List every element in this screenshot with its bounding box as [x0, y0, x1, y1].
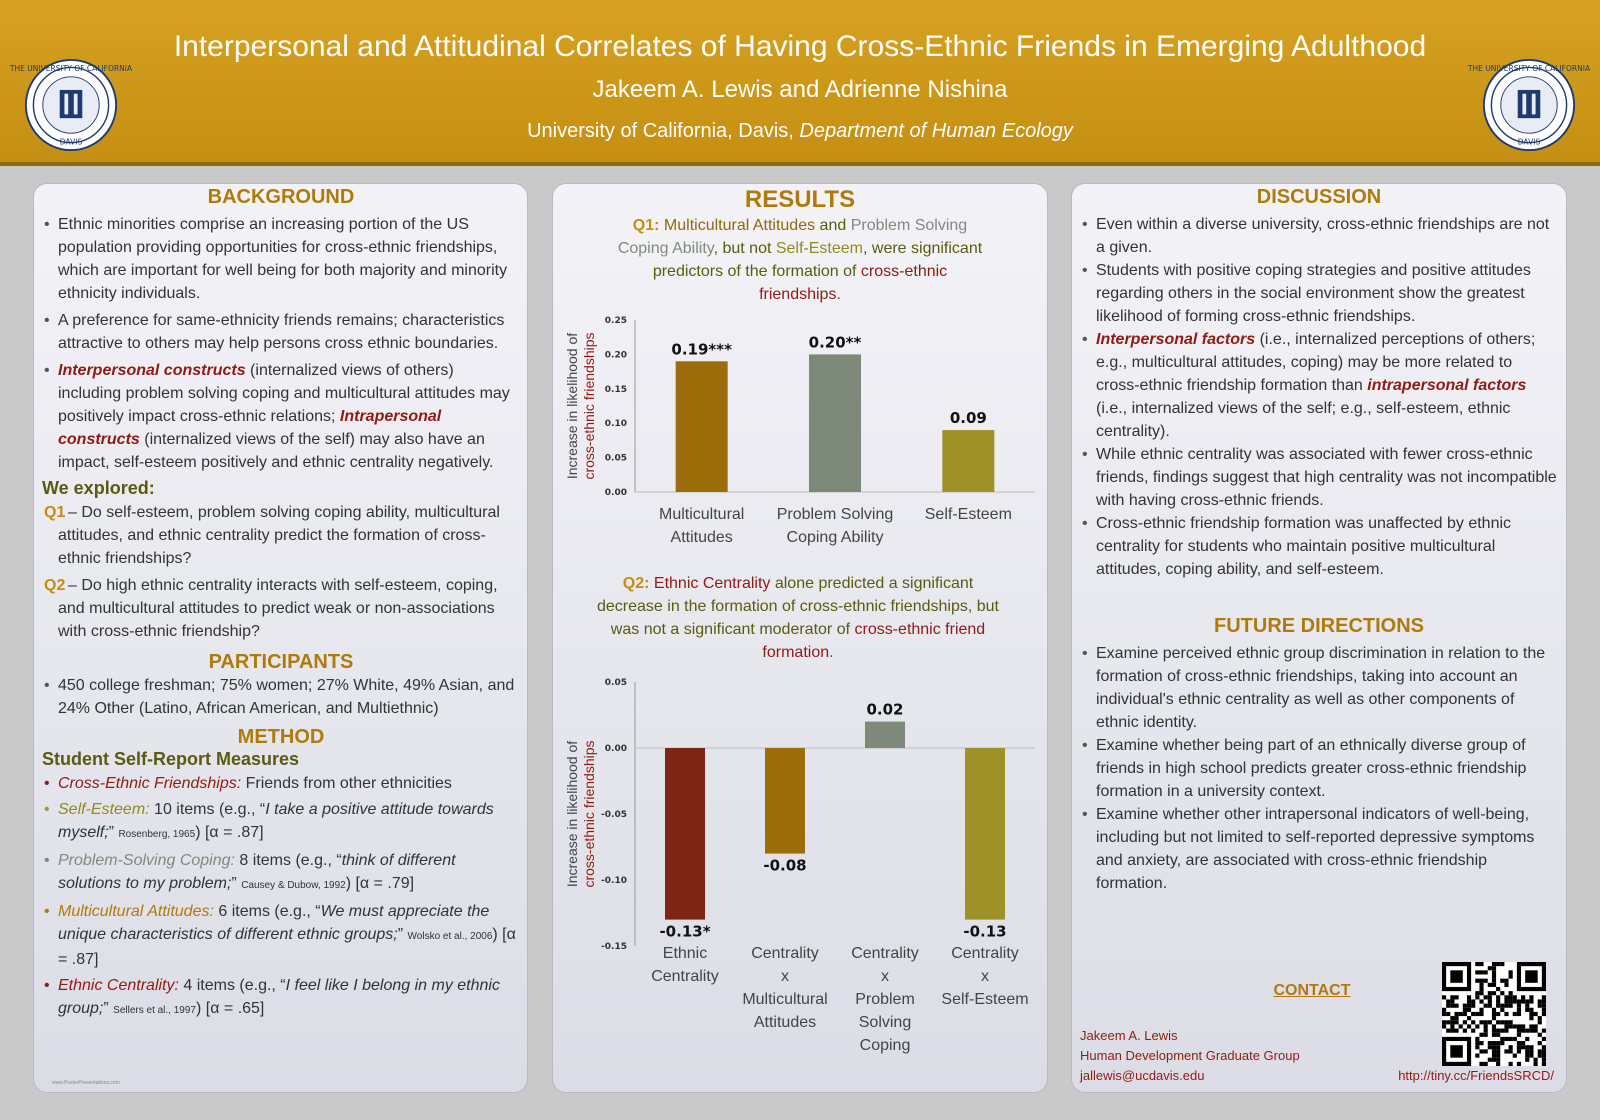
- data-label: -0.13: [963, 922, 1007, 941]
- measure-alpha: ) [α = .65]: [195, 1000, 265, 1017]
- measure-citation: Wolsko et al., 2006: [407, 931, 493, 942]
- measure-text: 10 items (e.g., “: [149, 801, 266, 818]
- q1-text: – Do self-esteem, problem solving coping ability, multicultural attitudes, and ethnic centrality predict the formation of cross-ethnic friendships?: [58, 504, 500, 567]
- results-title: RESULTS: [744, 186, 856, 213]
- poster-title: Interpersonal and Attitudinal Correlates of Having Cross-Ethnic Friends in Emerging Adulthood: [173, 30, 1427, 63]
- discussion-text: (i.e., internalized views of the self; e.g., self-esteem, ethnic centrality).: [1096, 400, 1511, 440]
- category-label: Problem Solving: [776, 506, 894, 523]
- results-q2-part: Ethnic Centrality: [649, 575, 771, 592]
- category-label: Multicultural: [742, 991, 828, 1008]
- data-label: 0.20**: [808, 333, 862, 352]
- q2-label: Q2: [44, 577, 66, 594]
- measure-item: • Problem-Solving Coping: 8 items (e.g., “think of different solutions to my problem;” Causey & Dubow, 1992) [α = .79]: [42, 849, 520, 897]
- category-label: Centrality: [851, 945, 919, 962]
- interpersonal-factors-term: Interpersonal factors: [1096, 331, 1256, 348]
- discussion-text: (i.e., internalized perceptions of others; e.g., multicultural attitudes, coping) may be more related to cross-ethnic friendship formation than: [1096, 331, 1536, 394]
- participants-bullet: • 450 college freshman; 75% women; 27% White, 49% Asian, and 24% Other (Latino, African American, and Multiethnic): [42, 674, 520, 720]
- participants-title: PARTICIPANTS: [208, 651, 354, 673]
- category-label: x: [781, 968, 789, 985]
- category-label: Centrality: [651, 968, 719, 985]
- background-list: [42, 213, 520, 474]
- results-panel: [552, 183, 1048, 1093]
- seal-text-bottom: DAVIS: [59, 137, 83, 147]
- background-title: BACKGROUND: [207, 186, 355, 208]
- intrapersonal-text: (internalized views of the self) may also have an impact, self-esteem positively and ethnic centrality negatively.: [58, 431, 494, 471]
- results-q2-label: Q2:: [622, 575, 650, 592]
- intrapersonal-factors-term: intrapersonal factors: [1367, 377, 1527, 394]
- results-q1-part: and: [815, 217, 851, 234]
- measures-list: [42, 772, 520, 1022]
- poster-affiliation: [140, 120, 1460, 143]
- department-name: Department of Human Ecology: [799, 120, 1073, 142]
- background-bullet: [42, 359, 520, 474]
- bar: [676, 361, 728, 492]
- measure-quote: I take a positive attitude towards myself;: [58, 801, 494, 841]
- y-tick-label: -0.10: [601, 876, 627, 886]
- seal-text-top: THE UNIVERSITY OF CALIFORNIA: [9, 64, 133, 74]
- results-q1-label: Q1:: [632, 217, 660, 234]
- measure-text: Friends from other ethnicities: [241, 775, 452, 792]
- y-tick-label: -0.15: [601, 942, 627, 952]
- discussion-bullet: • Cross-ethnic friendship formation was unaffected by ethnic centrality for students who maintain positive multicultural attitudes, coping ability, and self-esteem.: [1080, 512, 1558, 581]
- q2-text: – Do high ethnic centrality interacts with self-esteem, coping, and multicultural attitudes to predict weak or non-associations with cross-ethnic friendship?: [58, 577, 498, 640]
- category-label: Attitudes: [753, 1014, 817, 1031]
- category-label: Ethnic: [662, 945, 708, 962]
- results-q1-part: cross-ethnic friendships: [759, 263, 948, 303]
- measure-alpha: ) [α = .87]: [195, 824, 264, 841]
- y-axis-label: Increase in likelihood ofcross-ethnic friendships: [564, 740, 597, 888]
- y-tick-label: 0.15: [604, 384, 627, 395]
- participants-list: [42, 674, 520, 720]
- data-label: 0.09: [949, 409, 987, 428]
- data-label: -0.13*: [659, 922, 711, 941]
- poster-header: [0, 0, 1600, 166]
- category-label: Coping: [859, 1037, 911, 1054]
- university-name: University of California, Davis,: [527, 120, 794, 142]
- category-label: Self-Esteem: [924, 506, 1012, 523]
- measure-item: • Ethnic Centrality: 4 items (e.g., “I feel like I belong in my ethnic group;” Sellers et al., 1997) [α = .65]: [42, 974, 520, 1022]
- discussion-title: DISCUSSION: [1256, 186, 1382, 208]
- poster-authors: Jakeem A. Lewis and Adrienne Nishina: [592, 76, 1008, 103]
- seal-text-top: THE UNIVERSITY OF CALIFORNIA: [1467, 64, 1591, 74]
- measure-item: [42, 772, 520, 795]
- q2-bar-chart: [553, 672, 1043, 1072]
- contact-block: [1080, 1026, 1300, 1086]
- bar: [809, 354, 861, 492]
- results-q1-summary: [553, 214, 1047, 306]
- future-title: FUTURE DIRECTIONS: [1214, 615, 1424, 637]
- results-q1-part: Problem Solving Coping Ability: [617, 217, 968, 257]
- category-label: Self-Esteem: [941, 991, 1029, 1008]
- question-1: [42, 501, 520, 570]
- results-q2-summary: [593, 572, 1003, 664]
- category-label: Centrality: [751, 945, 819, 962]
- bar: [865, 722, 905, 748]
- question-2: [42, 574, 520, 643]
- method-subtitle: Student Self-Report Measures: [42, 749, 300, 769]
- category-label: Attitudes: [670, 529, 733, 546]
- y-tick-label: 0.00: [604, 744, 627, 754]
- category-label: Multicultural: [658, 506, 745, 523]
- results-q1-part: , were significant predictors of the formation of: [652, 240, 983, 280]
- measure-term: Multicultural Attitudes:: [58, 903, 214, 920]
- measure-quote: think of different solutions to my problem;: [58, 852, 456, 892]
- bar: [942, 430, 994, 492]
- left-panel: [33, 183, 528, 1093]
- discussion-bullet: [1080, 328, 1558, 443]
- background-bullet: • Ethnic minorities comprise an increasing portion of the US population providing opportunities for cross-ethnic friendships, which are important for well being for both majority and minority ethnicity individuals.: [42, 213, 520, 305]
- measure-citation: Rosenberg, 1965: [118, 829, 196, 840]
- results-q2-part: alone predicted a significant decrease in the formation of cross-ethnic friendships, but was not a significant moderator of: [597, 575, 999, 638]
- y-tick-label: 0.25: [604, 316, 627, 326]
- measure-alpha: ) [α = .87]: [58, 926, 516, 968]
- interpersonal-term: Interpersonal constructs: [58, 362, 246, 379]
- right-panel: [1071, 183, 1567, 1093]
- explored-title: We explored:: [42, 478, 155, 498]
- background-bullet: • A preference for same-ethnicity friends remains; characteristics attractive to others may help persons cross ethnic boundaries.: [42, 309, 520, 355]
- y-tick-label: 0.05: [604, 453, 627, 464]
- qr-code-icon[interactable]: [1442, 962, 1546, 1066]
- intrapersonal-term: Intrapersonal constructs: [58, 408, 442, 448]
- q1-label: Q1: [44, 504, 66, 521]
- measure-text: 4 items (e.g., “: [178, 977, 286, 994]
- category-label: Problem: [855, 991, 915, 1008]
- results-q1-part: .: [836, 286, 841, 303]
- bar: [665, 748, 705, 920]
- results-q1-part: Self-Esteem: [775, 240, 863, 257]
- bar: [765, 748, 805, 854]
- y-tick-label: -0.05: [601, 810, 627, 820]
- measure-alpha: ) [α = .79]: [345, 875, 415, 892]
- q1-bar-chart: [553, 310, 1043, 550]
- contact-title: CONTACT: [1273, 982, 1351, 999]
- measure-term: Cross-Ethnic Friendships:: [58, 775, 242, 792]
- category-label: Centrality: [951, 945, 1019, 962]
- measure-quote: I feel like I belong in my ethnic group;: [58, 977, 500, 1017]
- results-q2-part: .: [829, 644, 834, 661]
- discussion-bullet: • Even within a diverse university, cross-ethnic friendships are not a given.: [1080, 213, 1558, 259]
- category-label: Coping Ability: [786, 529, 884, 546]
- results-q1-part: , but not: [713, 240, 776, 257]
- footer-note: www.PosterPresentations.com: [52, 1080, 120, 1086]
- data-label: 0.19***: [671, 340, 732, 359]
- future-bullet: • Examine whether being part of an ethnically diverse group of friends in high school predicts greater cross-ethnic friendship formation in a university context.: [1080, 734, 1558, 803]
- discussion-bullet: • Students with positive coping strategies and positive attitudes regarding others in the social environment show the greatest likelihood of forming cross-ethnic friendships.: [1080, 259, 1558, 328]
- y-tick-label: 0.00: [604, 488, 627, 498]
- bar: [965, 748, 1005, 920]
- method-title: METHOD: [237, 726, 325, 748]
- category-label: x: [881, 968, 889, 985]
- results-q1-part: Multicultural Attitudes: [659, 217, 816, 234]
- data-label: 0.02: [866, 700, 904, 719]
- measure-text: 8 items (e.g., “: [234, 852, 342, 869]
- measure-citation: Sellers et al., 1997: [113, 1005, 196, 1016]
- interpersonal-text: (internalized views of others) including problem solving coping and multicultural attitudes may positively impact cross-ethnic relations;: [58, 362, 510, 425]
- y-tick-label: 0.10: [604, 419, 627, 430]
- contact-group: Human Development Graduate Group: [1080, 1048, 1300, 1063]
- contact-email[interactable]: jallewis@ucdavis.edu: [1080, 1068, 1205, 1083]
- measure-term: Self-Esteem:: [58, 801, 150, 818]
- category-label: x: [981, 968, 989, 985]
- y-axis-label: Increase in likelihood ofcross-ethnic friendships: [564, 332, 597, 480]
- uc-seal-icon: [1467, 58, 1591, 152]
- future-bullet: • Examine perceived ethnic group discrimination in relation to the formation of cross-ethnic friendships, taking into account an individual's ethnic centrality as well as other components of ethnic identity.: [1080, 642, 1558, 734]
- measure-text: 6 items (e.g., “: [213, 903, 321, 920]
- measure-quote: We must appreciate the unique characteristics of different ethnic groups;: [58, 903, 490, 943]
- contact-name: Jakeem A. Lewis: [1080, 1028, 1178, 1043]
- measure-term: Ethnic Centrality:: [58, 977, 179, 994]
- contact-url[interactable]: http://tiny.cc/FriendsSRCD/: [1398, 1068, 1554, 1083]
- discussion-bullet: • While ethnic centrality was associated with fewer cross-ethnic friends, findings suggest that high centrality was not incompatible with having cross-ethnic friends.: [1080, 443, 1558, 512]
- y-tick-label: 0.20: [604, 350, 627, 361]
- results-q2-part: cross-ethnic friend formation: [762, 621, 986, 661]
- measure-item: • Multicultural Attitudes: 6 items (e.g., “We must appreciate the unique characteristics of different ethnic groups;” Wolsko et al., 2006) [α = .87]: [42, 900, 520, 971]
- category-label: Solving: [858, 1014, 912, 1031]
- uc-seal-icon: [9, 58, 133, 152]
- measure-citation: Causey & Dubow, 1992: [241, 880, 346, 891]
- measure-term: Problem-Solving Coping:: [58, 852, 235, 869]
- measure-item: • Self-Esteem: 10 items (e.g., “I take a positive attitude towards myself;” Rosenberg, 1965) [α = .87]: [42, 798, 520, 846]
- future-list: [1080, 642, 1558, 895]
- discussion-list: [1080, 213, 1558, 581]
- y-tick-label: 0.05: [604, 678, 627, 688]
- future-bullet: • Examine whether other intrapersonal indicators of well-being, including but not limited to self-reported depressive symptoms and anxiety, are associated with cross-ethnic friendship formation.: [1080, 803, 1558, 895]
- data-label: -0.08: [763, 856, 807, 875]
- seal-text-bottom: DAVIS: [1517, 137, 1541, 147]
